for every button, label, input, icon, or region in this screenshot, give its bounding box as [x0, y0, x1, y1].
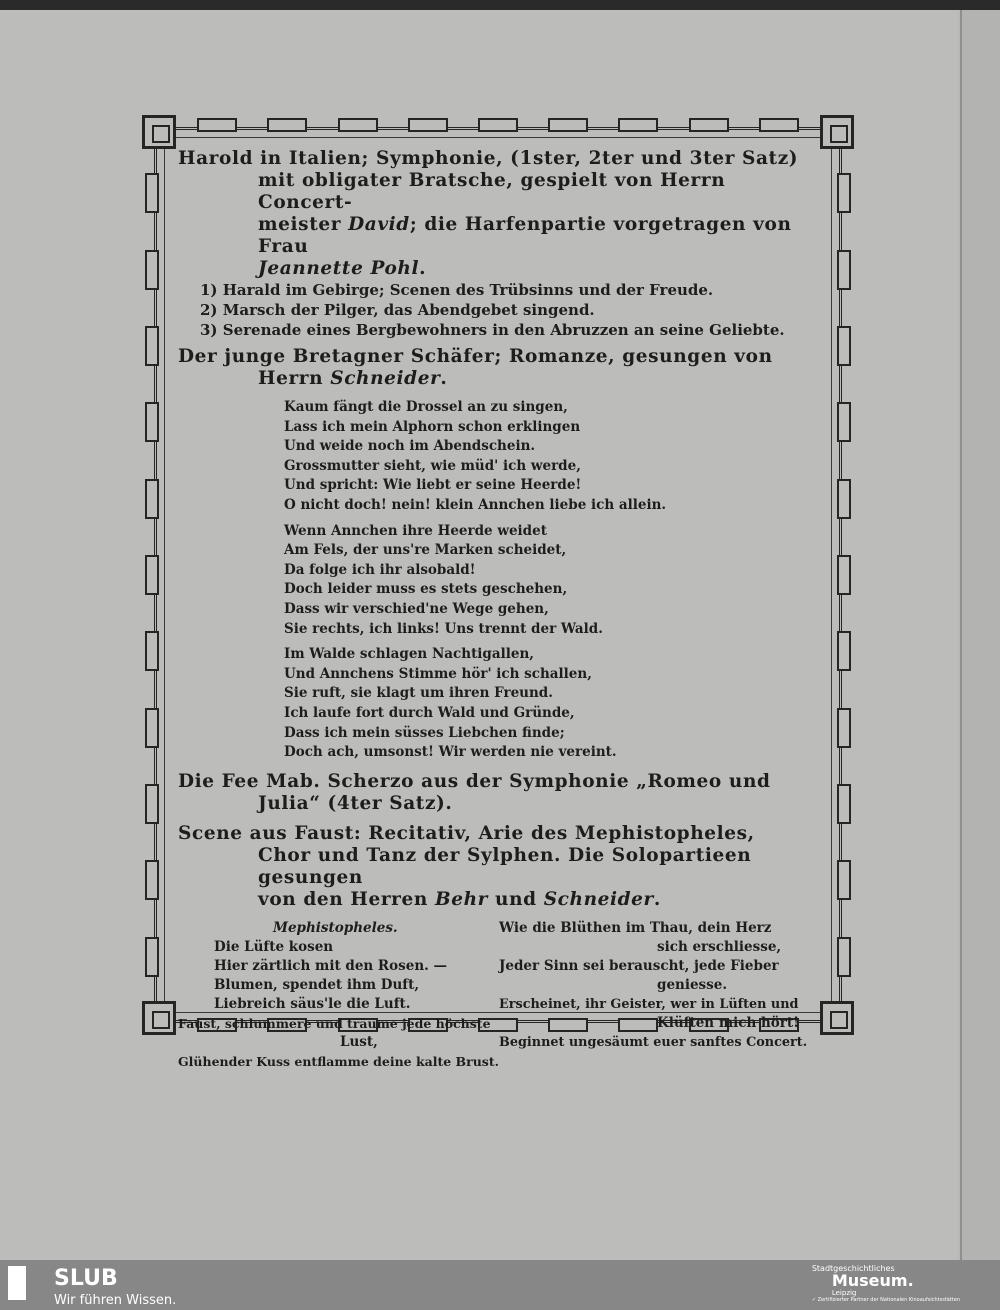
stanza: Im Walde schlagen Nachtigallen, Und Annchens Stimme hör' ich schallen, Sie ruft, sie klagt um ihren Freund. Ich laufe fort durch Wald und Gründe, Dass ich mein süsses Liebchen finde; Doch ach, umsonst! Wir werden nie vereint.	[284, 646, 617, 761]
text-line: meister David; die Harfenpartie vorgetragen von Frau	[258, 214, 792, 257]
faust-text-columns	[178, 919, 818, 1071]
movement: 1) Harald im Gebirge; Scenen des Trübsinns und der Freude.	[200, 281, 714, 299]
text-line: Jeannette Pohl.	[258, 258, 427, 279]
footer-bar	[0, 1260, 1000, 1310]
item-fee-mab: Die Fee Mab. Scherzo aus der Symphonie „Romeo und Julia“ (4ter Satz).	[178, 770, 771, 814]
slub-book-icon	[8, 1266, 26, 1300]
adjacent-page-edge	[960, 10, 1000, 1260]
stanza: Kaum fängt die Drossel an zu singen, Lass ich mein Alphorn schon erklingen Und weide noch im Abendschein. Grossmutter sieht, wie müd' ich werde, Und spricht: Wie liebt er seine Heerde! O nicht doch! nein! klein Annchen liebe ich allein.	[284, 399, 667, 513]
slub-logo[interactable]: SLUB	[54, 1266, 118, 1291]
left-column: Mephistopheles. Die Lüfte kosen Hier zärtlich mit den Rosen. — Blumen, spendet ihm Duft, Liebreich säus'le die Luft. Faust, schlummere und träume jede höchste Lust, Glühender Kuss entflamme deine kalte Brust.	[178, 919, 499, 1069]
text-line: Harold in Italien; Symphonie, (1ster, 2ter und 3ter Satz)	[178, 148, 799, 169]
program-content	[178, 148, 818, 1071]
stanza: Wenn Annchen ihre Heerde weidet Am Fels, der uns're Marken scheidet, Da folge ich ihr alsobald! Doch leider muss es stets geschehen, Dass wir verschied'ne Wege gehen, Sie rechts, ich links! Uns trennt der Wald.	[284, 522, 603, 637]
right-column: Wie die Blüthen im Thau, dein Herz sich erschliesse, Jeder Sinn sei berauscht, jede Fieber geniesse. Erscheinet, ihr Geister, wer in Lüften und Klüften mich hört! Beginnet ungesäumt euer sanftes Concert.	[499, 919, 808, 1050]
movement: 2) Marsch der Pilger, das Abendgebet singend.	[200, 301, 595, 319]
item-faust: Scene aus Faust: Recitativ, Arie des Mephistopheles, Chor und Tanz der Sylphen. Die Solopartieen gesungen von den Herren Behr und Schneider.	[178, 822, 755, 910]
movement: 3) Serenade eines Bergbewohners in den Abruzzen an seine Geliebte.	[200, 321, 785, 339]
item-harold	[178, 148, 818, 280]
museum-logo[interactable]: Stadtgeschichtliches Museum. Leipzig ✓ Zertifizierter Partner der Nationalen Kinoaufsichtsstätten	[811, 1264, 960, 1303]
text-line: mit obligater Bratsche, gespielt von Herrn Concert-	[258, 170, 726, 213]
slub-tagline: Wir führen Wissen.	[54, 1293, 177, 1308]
viewer-top-bar	[0, 0, 1000, 10]
item-romanze: Der junge Bretagner Schäfer; Romanze, gesungen von Herrn Schneider.	[178, 346, 773, 389]
